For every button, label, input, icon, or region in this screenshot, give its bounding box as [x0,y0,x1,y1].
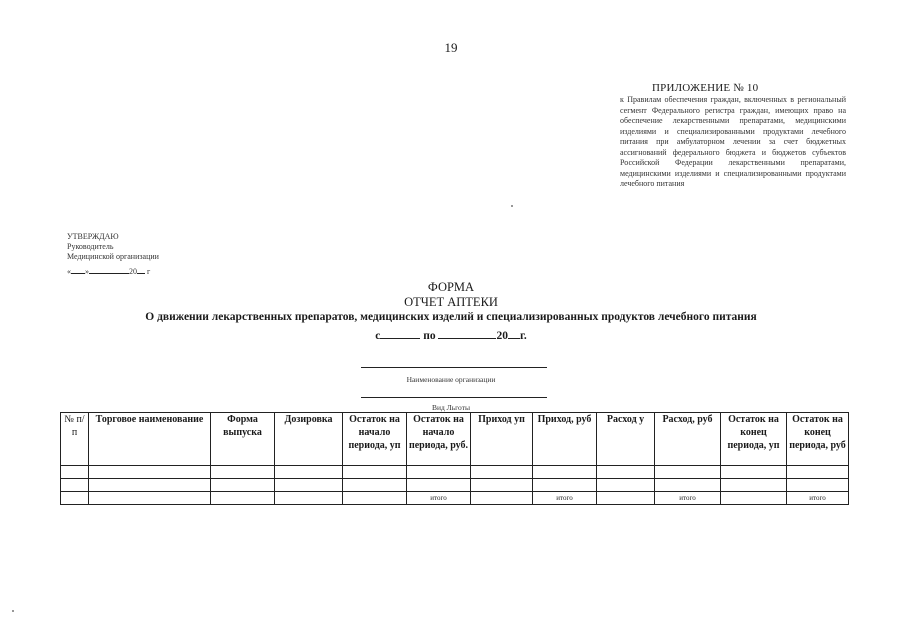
table-cell [89,492,211,505]
table-cell [655,479,721,492]
date-year: 20 [129,267,137,276]
scan-speck [511,205,513,207]
table-row [61,479,849,492]
table-cell [787,479,849,492]
col-receipt-rub: Приход, руб [533,413,597,466]
benefit-caption: Вид Льготы [431,403,471,412]
table-cell [275,479,343,492]
total-closing-balance-rub: итого [787,492,849,505]
approval-organization: Медицинской организации [67,252,159,261]
table-cell [275,466,343,479]
col-receipt-units: Приход уп [471,413,533,466]
table-cell [89,479,211,492]
period-to-label: по [423,330,436,342]
col-opening-balance-rub: Остаток на начало периода, руб. [407,413,471,466]
benefit-type-line [361,397,547,398]
col-release-form: Форма выпуска [211,413,275,466]
table-cell [61,466,89,479]
approval-date [67,264,159,277]
report-table [60,412,849,505]
col-number: № п/п [61,413,89,466]
col-closing-balance-rub: Остаток на конец периода, руб [787,413,849,466]
date-month-blank [89,264,129,274]
table-row [61,466,849,479]
table-cell [343,479,407,492]
table-total-row [61,492,849,505]
table-cell [211,492,275,505]
date-quote-open: « [67,267,71,276]
table-cell [407,479,471,492]
table-cell [533,479,597,492]
table-cell [471,479,533,492]
table-cell [211,479,275,492]
table-header-row [61,413,849,466]
table-cell [407,466,471,479]
table-cell [61,479,89,492]
table-cell [471,466,533,479]
organization-name-line [361,367,547,368]
appendix-title: ПРИЛОЖЕНИЕ № 10 [652,82,759,94]
appendix-text: к Правилам обеспечения граждан, включенных в региональный сегмент Федерального регистра граждан, имеющих право на обеспечение лекарственными препаратами, медицинскими изделиями и специализированными продуктами лечебного питания при амбулаторном лечении за счет бюджетных ассигнований федерального бюджета и бюджетов субъектов Российской Федерации лекарственными препаратами, медицинскими изделиями и специализированными продуктами лечебного питания [620,95,846,188]
table-cell [343,492,407,505]
col-trade-name: Торговое наименование [89,413,211,466]
table-cell [533,466,597,479]
col-dosage: Дозировка [275,413,343,466]
approval-title: УТВЕРЖДАЮ [67,232,119,241]
table-cell [597,479,655,492]
col-expense-units: Расход у [597,413,655,466]
form-label: ФОРМА [427,280,475,294]
total-opening-balance-rub: итого [407,492,471,505]
table-cell [597,492,655,505]
date-day-blank [71,264,85,274]
table-cell [275,492,343,505]
table-cell [89,466,211,479]
table-cell [721,479,787,492]
period-year: 20 [496,330,508,342]
period-from-blank [380,326,420,339]
col-opening-balance-units: Остаток на начало периода, уп [343,413,407,466]
page-number: 19 [444,40,458,55]
table-cell [655,466,721,479]
period-from-label: с [375,330,381,342]
period-suffix: г. [519,330,527,342]
date-quote-close: » [85,267,89,276]
table-cell [343,466,407,479]
total-expense-rub: итого [655,492,721,505]
table-cell [471,492,533,505]
table-cell [721,492,787,505]
table-cell [211,466,275,479]
total-receipt-rub: итого [533,492,597,505]
table-cell [787,466,849,479]
period-year-blank [508,326,520,339]
period-line [0,326,902,342]
table-cell [61,492,89,505]
date-year-blank [137,264,145,274]
period-to-blank [438,326,496,339]
organization-caption: Наименование организации [406,375,496,384]
table-cell [721,466,787,479]
approval-block [67,232,159,277]
report-title: ОТЧЕТ АПТЕКИ [404,295,498,309]
date-suffix: г [147,267,151,276]
scan-speck [12,610,14,612]
report-subtitle: О движении лекарственных препаратов, медицинских изделий и специализированных продуктов лечебного питания [145,311,757,323]
col-closing-balance-units: Остаток на конец периода, уп [721,413,787,466]
table-cell [597,466,655,479]
col-expense-rub: Расход, руб [655,413,721,466]
approval-position: Руководитель [67,242,114,251]
